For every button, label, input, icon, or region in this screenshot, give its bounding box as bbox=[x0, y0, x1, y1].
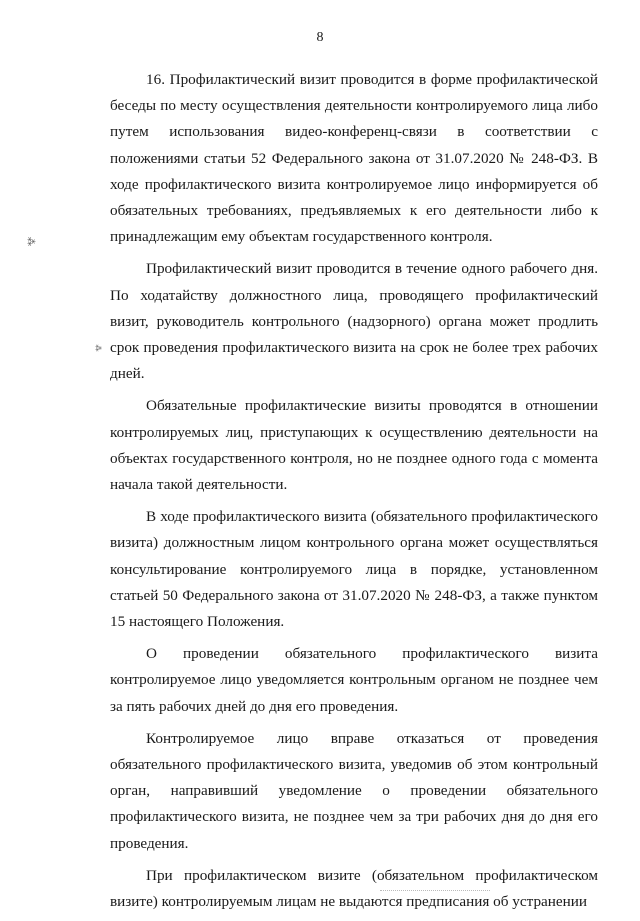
paragraph-refusal: Контролируемое лицо вправе отказаться от проведения обязательного профилактического визита, уведомив об этом контрольный орган, направивший уведомление о проведении обязательного профилактического визита, не позднее чем за три рабочих дня до дня его проведения. bbox=[110, 729, 598, 852]
scan-artifact bbox=[380, 890, 490, 893]
paragraph-duration: Профилактический визит проводится в течение одного рабочего дня. По ходатайству должностного лица, проводящего профилактический визит, руководитель контрольного (надзорного) органа может продлить срок проведения профилактического визита на срок не более трех рабочих дней. bbox=[110, 260, 598, 383]
paragraph-16-intro: 16. Профилактический визит проводится в форме профилактической беседы по месту осуществления деятельности контролируемого лица либо путем использования видео-конференц-связи в соответствии с положениями статьи 52 Федерального закона от 31.07.2020 № 248-ФЗ. В ходе профилактического визита контролируемое лицо информируется об обязательных требованиях, предъявляемых к его деятельности либо к принадлежащим ему объектам государственного контроля. bbox=[110, 71, 598, 246]
paragraph-notification: О проведении обязательного профилактического визита контролируемое лицо уведомляется контрольным органом не позднее чем за пять рабочих дней до дня его проведения. bbox=[110, 645, 598, 715]
document-body bbox=[110, 67, 598, 921]
paragraph-consultation: В ходе профилактического визита (обязательного профилактического визита) должностным лицом контрольного органа может осуществляться консультирование контролируемого лица в порядке, установленном статьей 50 Федерального закона от 31.07.2020 № 248-ФЗ, а также пунктом 15 настоящего Положения. bbox=[110, 508, 598, 631]
paragraph-mandatory-visits: Обязательные профилактические визиты проводятся в отношении контролируемых лиц, приступающих к осуществлению деятельности на объектах государственного контроля, но не позднее одного года с момента начала такой деятельности. bbox=[110, 397, 598, 494]
margin-scan-mark: ⁂ bbox=[26, 237, 36, 246]
paragraph-no-orders: При профилактическом визите (обязательном профилактическом визите) контролируемым лицам не выдаются предписания об устранении bbox=[110, 866, 598, 911]
page-number: 8 bbox=[316, 30, 324, 45]
margin-scan-mark: ⁂ bbox=[93, 344, 102, 352]
